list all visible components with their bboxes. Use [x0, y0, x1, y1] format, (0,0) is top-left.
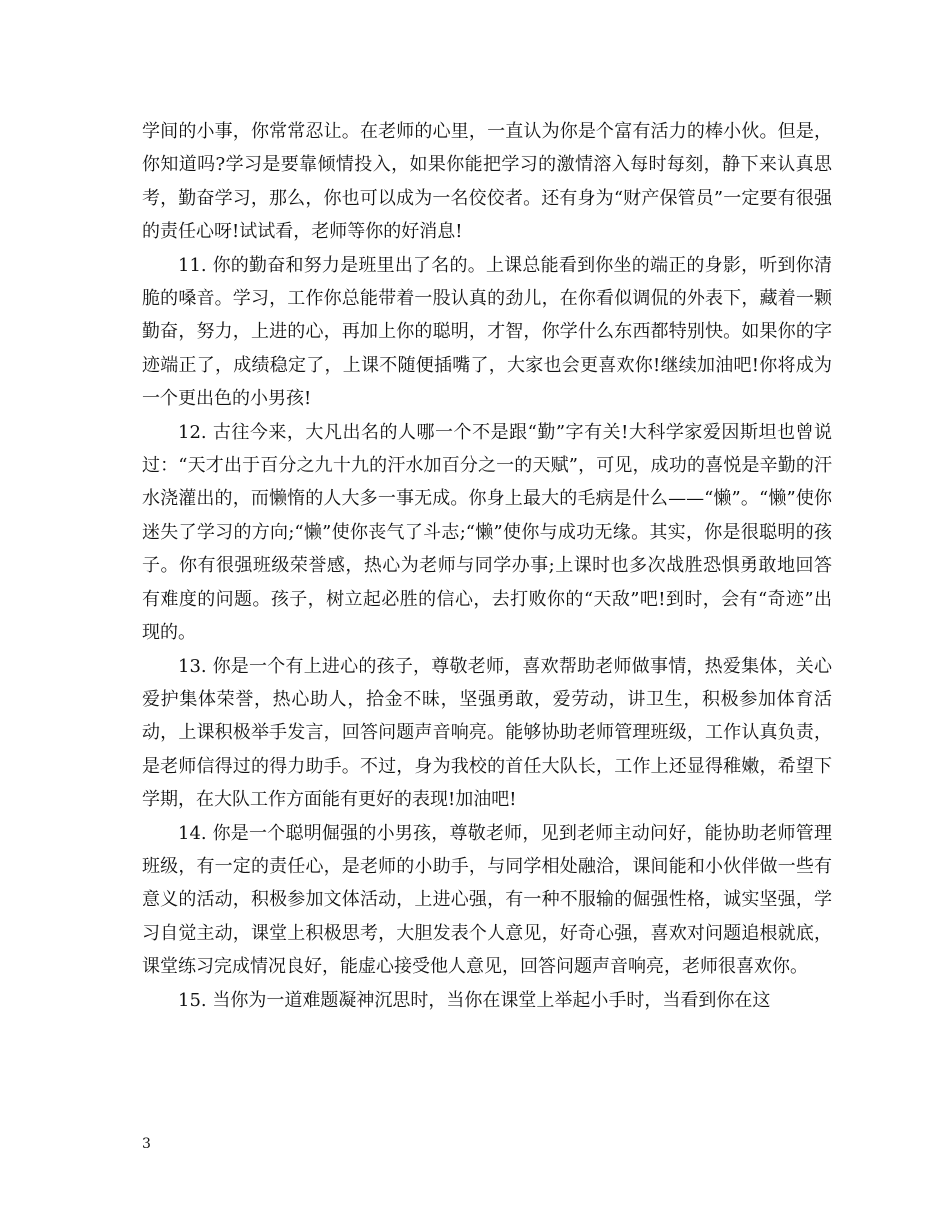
paragraph-13: 13. 你是一个有上进心的孩子，尊敬老师，喜欢帮助老师做事情，热爱集体，关心爱护集体荣誉，热心助人，拾金不昧，坚强勇敢，爱劳动，讲卫生，积极参加体育活动，上课积极举手发言，回答问题声音响亮。能够协助老师管理班级，工作认真负责，是老师信得过的得力助手。不过，身为我校的首任大队长，工作上还显得稚嫩，希望下学期，在大队工作方面能有更好的表现!加油吧! [142, 655, 832, 811]
page-number: 3 [142, 1136, 151, 1152]
document-body [142, 115, 832, 1017]
paragraph-11: 11. 你的勤奋和努力是班里出了名的。上课总能看到你坐的端正的身影，听到你清脆的嗓音。学习，工作你总能带着一股认真的劲儿，在你看似调侃的外表下，藏着一颗勤奋，努力，上进的心，再加上你的聪明，才智，你学什么东西都特别快。如果你的字迹端正了，成绩稳定了，上课不随便插嘴了，大家也会更喜欢你!继续加油吧!你将成为一个更出色的小男孩! [142, 254, 832, 410]
paragraph-14: 14. 你是一个聪明倔强的小男孩，尊敬老师，见到老师主动问好，能协助老师管理班级，有一定的责任心，是老师的小助手，与同学相处融洽，课间能和小伙伴做一些有意义的活动，积极参加文体活动，上进心强，有一种不服输的倔强性格，诚实坚强，学习自觉主动，课堂上积极思考，大胆发表个人意见，好奇心强，喜欢对问题追根就底，课堂练习完成情况良好，能虚心接受他人意见，回答问题声音响亮，老师很喜欢你。 [142, 822, 832, 978]
paragraph-12: 12. 古往今来，大凡出名的人哪一个不是跟“勤”字有关!大科学家爱因斯坦也曾说过：“天才出于百分之九十九的汗水加百分之一的天赋”，可见，成功的喜悦是辛勤的汗水浇灌出的，而懒惰的人大多一事无成。你身上最大的毛病是什么——“懒”。“懒”使你迷失了学习的方向;“懒”使你丧气了斗志;“懒”使你与成功无缘。其实，你是很聪明的孩子。你有很强班级荣誉感，热心为老师与同学办事;上课时也多次战胜恐惧勇敢地回答有难度的问题。孩子，树立起必胜的信心，去打败你的“天敌”吧!到时，会有“奇迹”出现的。 [142, 421, 832, 644]
paragraph-15: 15. 当你为一道难题凝神沉思时，当你在课堂上举起小手时，当看到你在这 [178, 989, 771, 1011]
paragraph-continued: 学间的小事，你常常忍让。在老师的心里，一直认为你是个富有活力的棒小伙。但是，你知道吗?学习是要靠倾情投入，如果你能把学习的激情溶入每时每刻，静下来认真思考，勤奋学习，那么，你也可以成为一名佼佼者。还有身为“财产保管员”一定要有很强的责任心呀!试试看，老师等你的好消息! [142, 121, 832, 243]
